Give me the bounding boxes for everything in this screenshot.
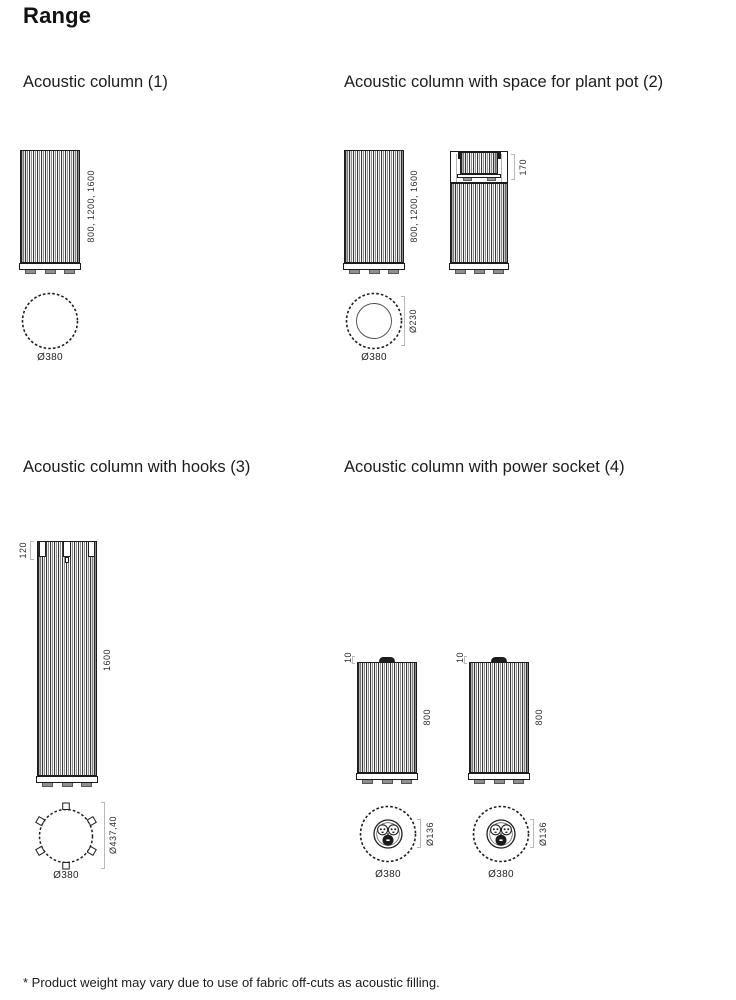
socket-diameter-bracket <box>530 819 534 848</box>
plant-pot-insert <box>460 152 498 174</box>
section-title-power-socket: Acoustic column with power socket (4) <box>344 458 625 476</box>
hook <box>39 542 46 557</box>
cap-height-dimension: 10 <box>455 652 465 664</box>
base-foot <box>42 783 53 787</box>
fluted-cylinder <box>37 541 97 776</box>
base-foot <box>349 270 360 274</box>
diameter-label-1: Ø380 <box>37 352 63 363</box>
base-foot <box>382 780 393 784</box>
footnote: * Product weight may vary due to use of fabric off-cuts as acoustic filling. <box>23 975 440 990</box>
section-title-hooks: Acoustic column with hooks (3) <box>23 458 251 476</box>
height-dimension-4b: 800 <box>534 709 544 726</box>
base-foot <box>81 783 92 787</box>
hook-peg <box>65 557 69 563</box>
base-foot <box>64 270 75 274</box>
column-drawing-4b <box>469 655 531 787</box>
base-foot <box>25 270 36 274</box>
footprint-circle-2 <box>343 290 405 352</box>
page-title: Range <box>23 3 92 28</box>
base-foot <box>369 270 380 274</box>
pot-diameter-dimension: Ø230 <box>408 308 418 334</box>
base-foot <box>474 780 485 784</box>
fluted-cylinder <box>469 662 529 773</box>
hook <box>88 542 95 557</box>
base-plinth <box>36 776 98 783</box>
hook <box>63 542 71 557</box>
base-plinth <box>19 263 81 270</box>
base-foot <box>362 780 373 784</box>
column-drawing-2b <box>450 150 510 275</box>
socket-diameter-bracket <box>417 819 421 848</box>
base-plinth <box>468 773 530 780</box>
base-foot <box>62 783 73 787</box>
fluted-cylinder <box>357 662 417 773</box>
diameter-label-2: Ø380 <box>361 352 387 363</box>
footprint-circle-4b <box>470 803 532 865</box>
base-foot <box>493 270 504 274</box>
cavity-corner-tick <box>498 152 501 159</box>
base-foot <box>401 780 412 784</box>
section-title-plant-pot: Acoustic column with space for plant pot (2) <box>344 73 664 91</box>
fluted-cylinder <box>450 183 508 263</box>
hook-height-bracket <box>30 541 34 560</box>
fluted-cylinder <box>20 150 80 263</box>
hook-circle-bracket <box>101 802 105 869</box>
diameter-label-4b: Ø380 <box>488 869 514 880</box>
hook-circle-dimension: Ø437,40 <box>108 816 118 855</box>
base-foot <box>513 780 524 784</box>
base-foot <box>455 270 466 274</box>
socket-diameter-dimension: Ø136 <box>538 821 548 847</box>
height-dimension-1: 800, 1200, 1600 <box>86 170 96 243</box>
diameter-label-3: Ø380 <box>53 870 79 881</box>
column-drawing-1 <box>19 150 81 275</box>
cap-height-dimension: 10 <box>343 652 353 664</box>
hook-height-dimension: 120 <box>18 542 28 559</box>
footprint-circle-1 <box>19 290 81 352</box>
base-foot <box>494 780 505 784</box>
pot-depth-dimension: 170 <box>518 158 528 176</box>
section-title-acoustic-column: Acoustic column (1) <box>23 73 168 91</box>
column-drawing-4a <box>357 655 419 787</box>
base-foot <box>388 270 399 274</box>
pot-diameter-bracket <box>401 296 405 346</box>
base-plinth <box>343 263 405 270</box>
column-drawing-2a <box>343 150 405 275</box>
socket-diameter-dimension: Ø136 <box>425 821 435 847</box>
pot-depth-bracket <box>511 154 515 180</box>
footprint-circle-4a <box>357 803 419 865</box>
base-foot <box>474 270 485 274</box>
pot-foot <box>463 178 472 181</box>
height-dimension-4a: 800 <box>422 709 432 726</box>
column-drawing-3 <box>37 541 99 791</box>
base-plinth <box>356 773 418 780</box>
diameter-label-4a: Ø380 <box>375 869 401 880</box>
base-foot <box>45 270 56 274</box>
cavity-wall-line <box>501 154 502 182</box>
pot-foot <box>487 178 496 181</box>
footprint-circle-3 <box>28 798 104 874</box>
height-dimension-3: 1600 <box>102 648 112 672</box>
fluted-cylinder <box>344 150 404 263</box>
height-dimension-2: 800, 1200, 1600 <box>409 170 419 243</box>
base-plinth <box>449 263 509 270</box>
